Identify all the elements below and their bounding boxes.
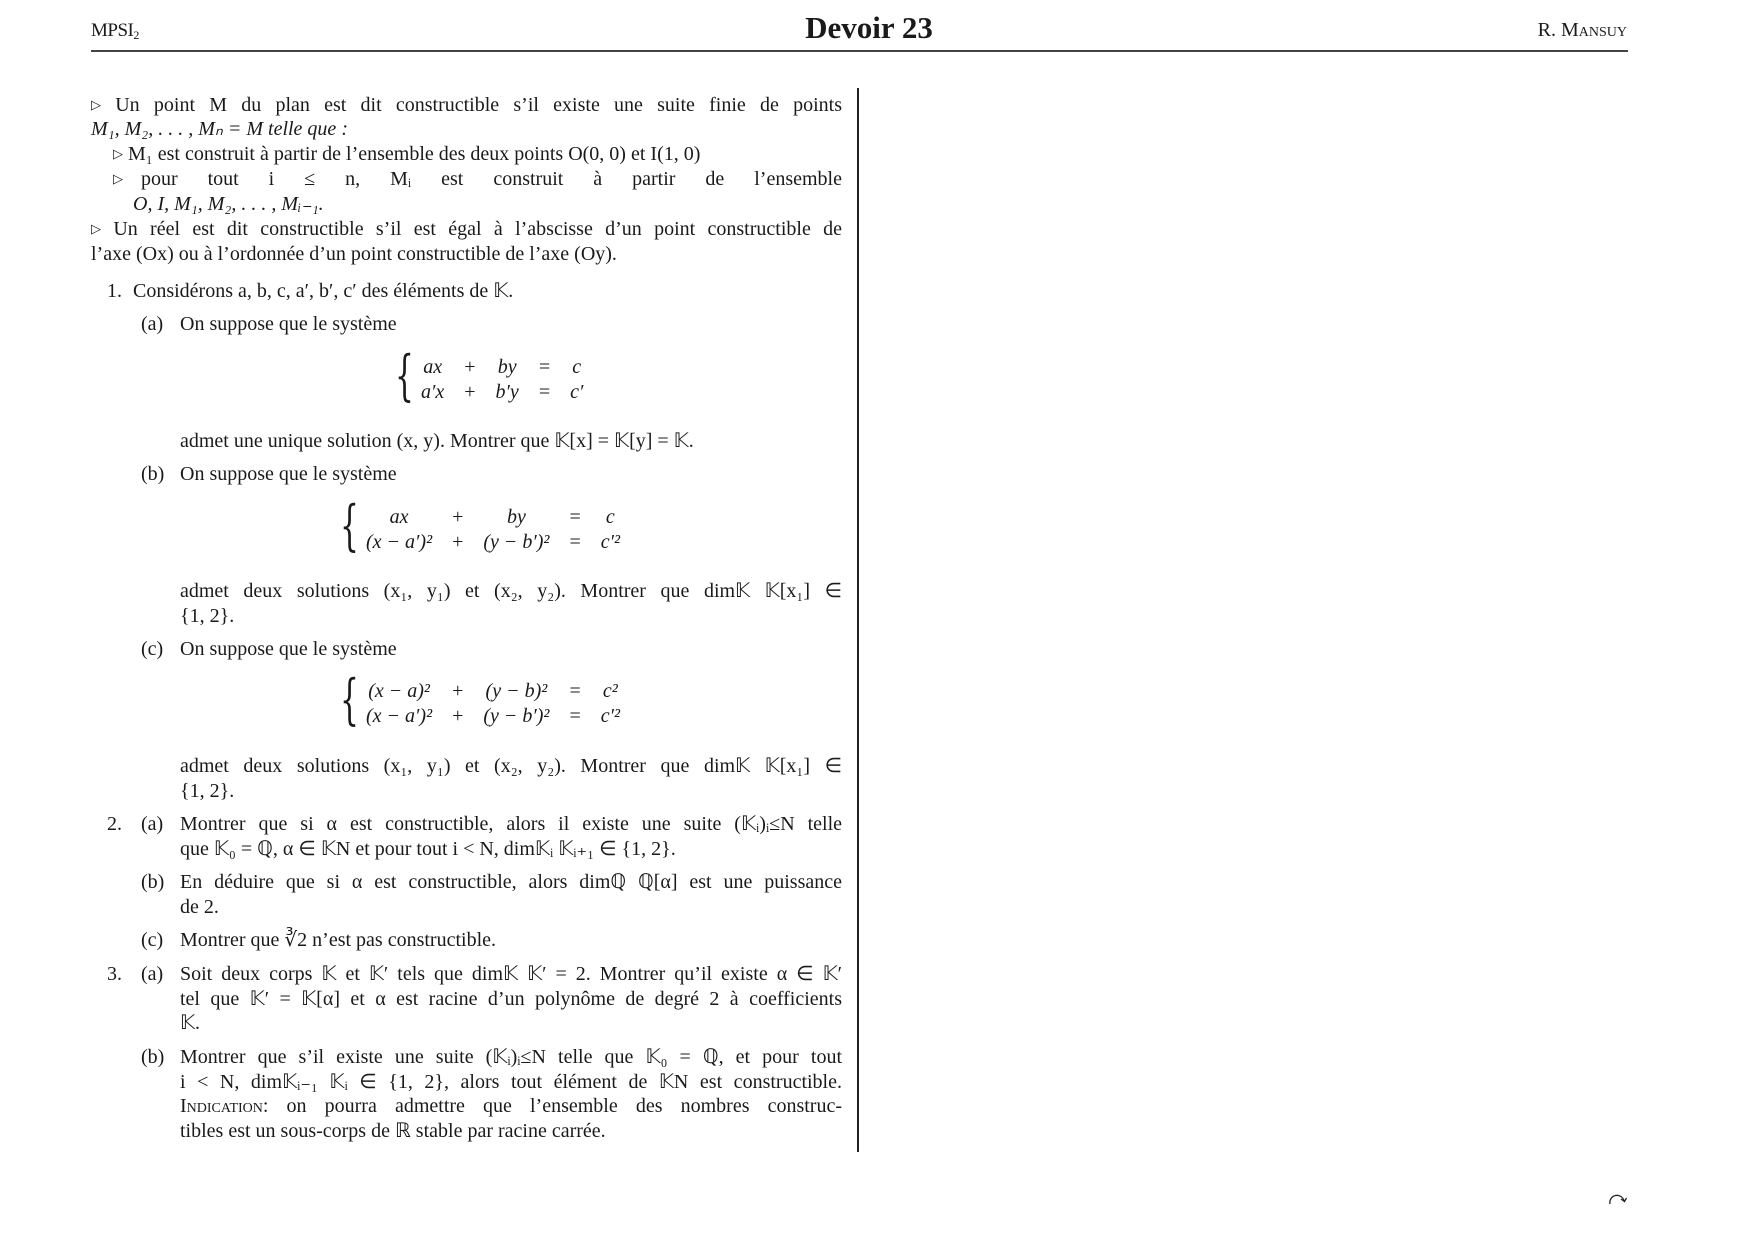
lhs-term-1: ax: [389, 506, 409, 528]
q2c-line-1: Montrer que ∛2 n’est pas constructible.: [180, 929, 496, 951]
lhs-term-1: (x − a′)²: [366, 531, 433, 553]
q1c-conclusion-line-2: {1, 2}.: [180, 780, 235, 802]
rhs: c′: [570, 381, 584, 403]
page-title: [0, 10, 1754, 46]
triangle-bullet-icon: ▷: [113, 171, 136, 186]
rhs: c′²: [600, 531, 620, 553]
q2a-line-1: Montrer que si α est constructible, alors il existe une suite (𝕂ᵢ)ᵢ≤N telle: [180, 813, 842, 835]
intro-bullet-1-line-2: M₁, M₂, . . . , Mₙ = M telle que :: [91, 118, 348, 140]
operator: +: [464, 356, 476, 378]
hint-label: Indication:: [180, 1095, 269, 1117]
q3a-label: (a): [141, 963, 164, 985]
equals: =: [569, 680, 581, 702]
q2b-line-1: En déduire que si α est constructible, alors dimℚ ℚ[α] est une puissance: [180, 871, 842, 893]
q2b-line-2: de 2.: [180, 896, 219, 918]
intro-sub-bullet-2-line-2: O, I, M₁, M₂, . . . , Mᵢ₋₁.: [133, 193, 324, 215]
equation-table: [358, 505, 628, 555]
q1-statement: Considérons a, b, c, a′, b′, c′ des éléments de 𝕂.: [133, 280, 514, 302]
intro-bullet-2-line-2: l’axe (Ox) ou à l’ordonnée d’un point constructible de l’axe (Oy).: [91, 243, 617, 265]
q3b-label: (b): [141, 1046, 165, 1068]
q1a-equation-system: [395, 344, 655, 409]
title-text: Devoir 23: [805, 10, 933, 45]
header-rule: [91, 50, 1628, 52]
q1c-label: (c): [141, 638, 164, 660]
q1b-conclusion-line-1: admet deux solutions (x₁, y₁) et (x₂, y₂). Montrer que dim𝕂 𝕂[x₁] ∈: [180, 580, 842, 602]
q3b-line-2: i < N, dim𝕂ᵢ₋₁ 𝕂ᵢ ∈ {1, 2}, alors tout élément de 𝕂N est constructible.: [180, 1071, 842, 1093]
text: Un point M du plan est dit constructible s’il existe une suite finie de points: [115, 94, 842, 116]
equals: =: [569, 705, 581, 727]
q3b-line-4: tibles est un sous-corps de ℝ stable par racine carrée.: [180, 1120, 606, 1142]
equation-row: [358, 530, 628, 555]
q3-number: 3.: [107, 963, 122, 985]
operator: +: [452, 705, 464, 727]
q1b-intro: On suppose que le système: [180, 463, 397, 485]
lhs-term-2: (y − b)²: [485, 680, 548, 702]
q2-number: 2.: [107, 813, 122, 835]
equation-table: [358, 679, 628, 729]
lhs-term-2: (y − b′)²: [483, 531, 550, 553]
q1c-intro: On suppose que le système: [180, 638, 397, 660]
q1c-equation-system: [340, 668, 700, 733]
q1a-intro: On suppose que le système: [180, 313, 397, 335]
rhs: c: [605, 506, 615, 528]
text: M₁ est construit à partir de l’ensemble des deux points O(0, 0) et I(1, 0): [128, 143, 701, 165]
q1a-conclusion: admet une unique solution (x, y). Montrer que 𝕂[x] = 𝕂[y] = 𝕂.: [180, 430, 694, 452]
q1-number: 1.: [107, 280, 122, 302]
q3b-line-1: Montrer que s’il existe une suite (𝕂ᵢ)ᵢ≤N telle que 𝕂₀ = ℚ, et pour tout: [180, 1046, 842, 1068]
class-name: MPSI: [91, 20, 134, 41]
hint-text: on pourra admettre que l’ensemble des nombres construc-: [286, 1095, 843, 1117]
intro-sub-bullet-1: [113, 142, 700, 168]
equals: =: [569, 531, 581, 553]
q3b-line-3: [180, 1094, 842, 1118]
rhs: c: [572, 356, 582, 378]
q2b-label: (b): [141, 871, 165, 893]
text: Un réel est dit constructible s’il est égal à l’abscisse d’un point constructible de: [113, 218, 842, 240]
intro-sub-bullet-2-line-1: [113, 167, 842, 193]
triangle-bullet-icon: ▷: [113, 146, 123, 161]
rhs: c′²: [600, 705, 620, 727]
q3a-line-3: 𝕂.: [180, 1012, 201, 1034]
left-brace-icon: {: [395, 344, 414, 407]
lhs-term-2: by: [506, 506, 526, 528]
operator: +: [452, 531, 464, 553]
q2a-line-2: que 𝕂₀ = ℚ, α ∈ 𝕂N et pour tout i < N, dim𝕂ᵢ 𝕂ᵢ₊₁ ∈ {1, 2}.: [180, 838, 676, 860]
intro-bullet-1-line-1: [91, 93, 842, 119]
equation-table: [413, 355, 591, 405]
equation-row: [413, 380, 591, 405]
column-divider: [857, 88, 859, 1152]
equals: =: [538, 356, 551, 378]
lhs-term-2: (y − b′)²: [483, 705, 550, 727]
lhs-term-1: (x − a)²: [368, 680, 430, 702]
rhs: c²: [602, 680, 618, 702]
header-author: R. Mansuy: [1537, 19, 1627, 41]
q1c-conclusion-line-1: admet deux solutions (x₁, y₁) et (x₂, y₂). Montrer que dim𝕂 𝕂[x₁] ∈: [180, 755, 842, 777]
curved-arrow-right-icon: [1608, 1190, 1628, 1210]
left-brace-icon: {: [340, 494, 359, 557]
q3a-line-1: Soit deux corps 𝕂 et 𝕂′ tels que dim𝕂 𝕂′ = 2. Montrer qu’il existe α ∈ 𝕂′: [180, 963, 842, 985]
triangle-bullet-icon: ▷: [91, 221, 109, 236]
lhs-term-2: by: [497, 356, 517, 378]
operator: +: [464, 381, 476, 403]
left-brace-icon: {: [340, 668, 359, 731]
equation-row: [358, 505, 628, 530]
q1a-label: (a): [141, 313, 164, 335]
lhs-term-2: b′y: [495, 381, 519, 403]
lhs-term-1: (x − a′)²: [366, 705, 433, 727]
q2a-label: (a): [141, 813, 164, 835]
equals: =: [538, 381, 551, 403]
q1b-label: (b): [141, 463, 165, 485]
q2c-label: (c): [141, 929, 164, 951]
equals: =: [569, 506, 581, 528]
intro-bullet-2-line-1: [91, 217, 842, 243]
q1b-conclusion-line-2: {1, 2}.: [180, 605, 235, 627]
q3a-line-2: tel que 𝕂′ = 𝕂[α] et α est racine d’un polynôme de degré 2 à coefficients: [180, 988, 842, 1010]
triangle-bullet-icon: ▷: [91, 97, 111, 112]
equation-row: [358, 679, 628, 704]
text: pour tout i ≤ n, Mᵢ est construit à partir de l’ensemble: [140, 168, 842, 190]
lhs-term-1: ax: [423, 356, 443, 378]
equation-row: [413, 355, 591, 380]
q1b-equation-system: [340, 494, 700, 559]
operator: +: [452, 506, 464, 528]
class-index: 2: [133, 28, 139, 42]
operator: +: [452, 680, 464, 702]
equation-row: [358, 704, 628, 729]
lhs-term-1: a′x: [421, 381, 445, 403]
